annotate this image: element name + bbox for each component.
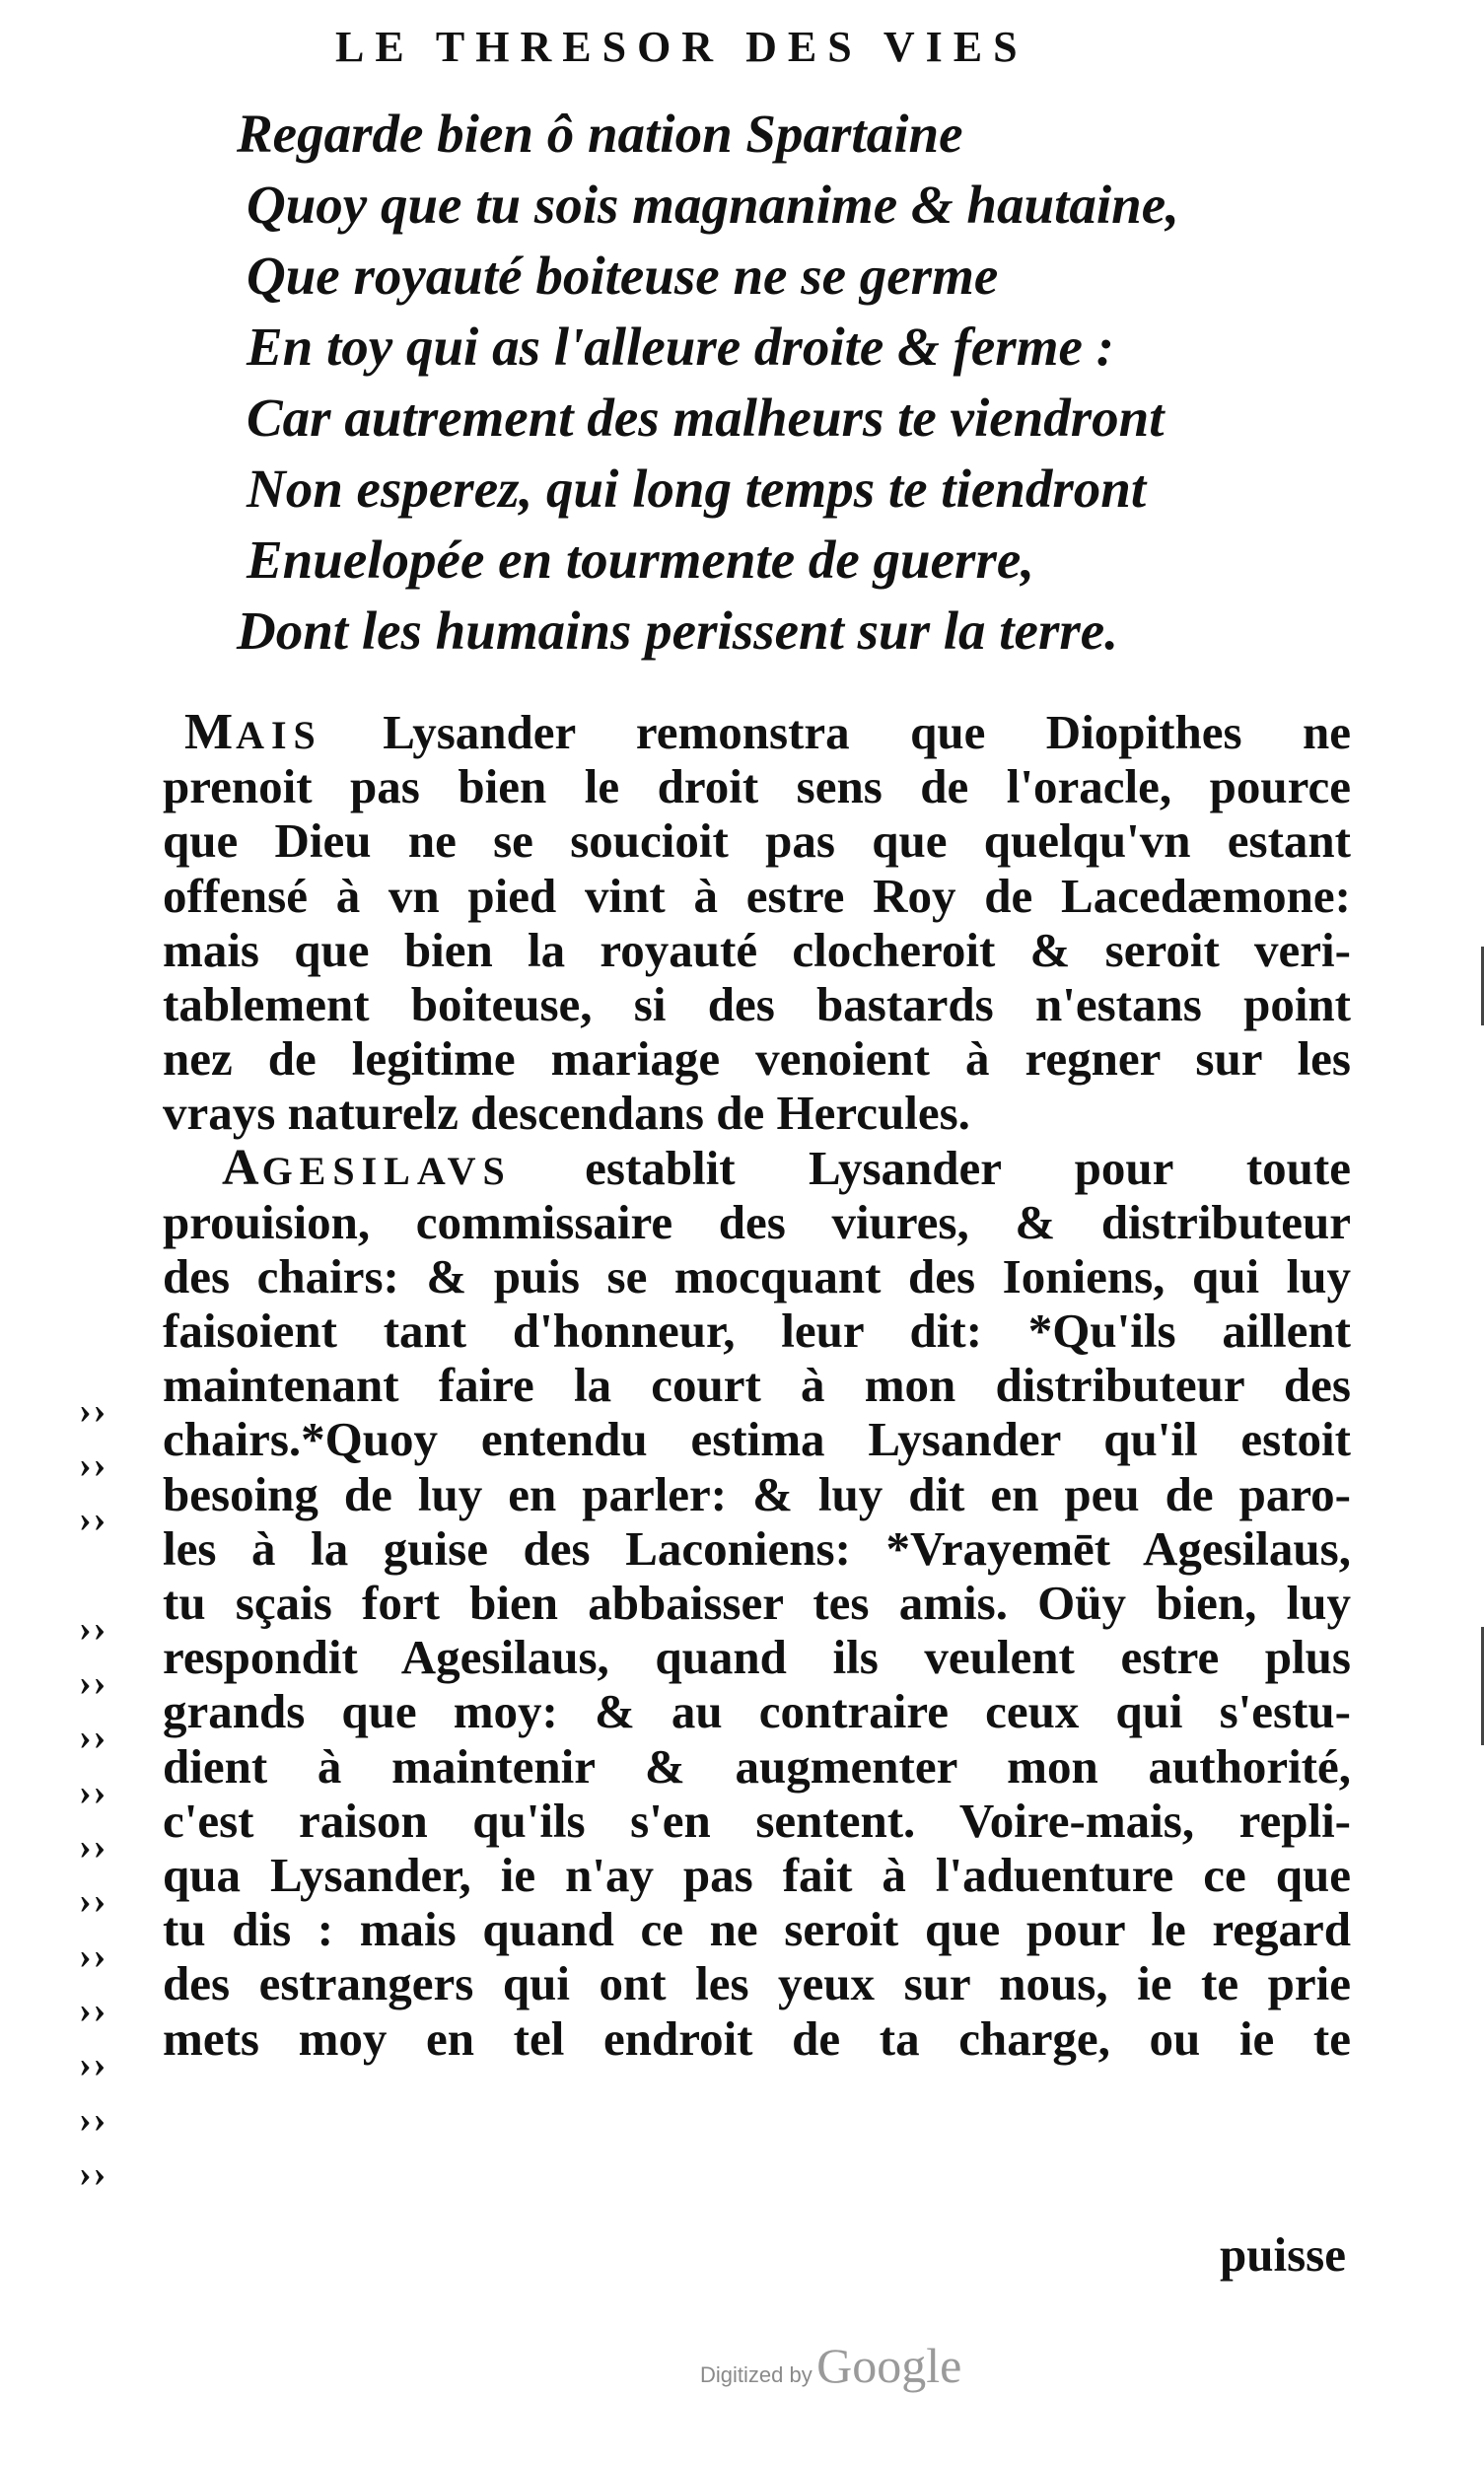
verse-line: Car autrement des malheurs te viendront [247,387,1165,448]
text-line: tu sçais fort bien abbaisser tes amis. Oüy bien, luy [163,1576,1351,1630]
quote-mark: ›› [79,1717,108,1758]
quote-mark: ›› [79,2153,108,2195]
text-line-content: Lysander remonstra que Diopithes ne [321,705,1351,759]
quote-mark: ›› [79,1499,108,1540]
text-line: maintenant faire la court à mon distributeur des [163,1358,1351,1413]
verse-line: Quoy que tu sois magnanime & hautaine, [247,175,1179,235]
paragraph-lysander [163,705,1351,1141]
text-line [163,1141,1351,1195]
text-line: besoing de luy en parler: & luy dit en peu de paro- [163,1466,1351,1521]
quote-mark: ›› [79,1390,108,1432]
running-head: LE THRESOR DES VIES [335,23,1028,71]
text-line: qua Lysander, ie n'ay pas fait à l'aduenture ce que [163,1847,1351,1902]
text-line: tablement boiteuse, si des bastards n'estans point [163,976,1351,1031]
text-line: les à la guise des Laconiens: *Vrayemēt Agesilaus, [163,1520,1351,1576]
text-line: des chairs: & puis se mocquant des Ioniens, qui luy [163,1248,1351,1303]
quote-mark: ›› [79,1444,108,1486]
small-caps-initial: A [222,1139,262,1196]
catchword: puisse [1219,2227,1346,2282]
text-line: prenoit pas bien le droit sens de l'oracle, pource [163,759,1351,814]
oracle-verse [237,99,1380,667]
text-line: mets moy en tel endroit de ta charge, ou ie te [163,2010,1351,2066]
digitized-label: Digitized by [700,2362,813,2387]
quote-mark: ›› [79,2099,108,2141]
quote-mark: ›› [79,2044,108,2085]
text-line: des estrangers qui ont les yeux sur nous, ie te prie [163,1956,1351,2011]
verse-line: Non esperez, qui long temps te tiendront [247,458,1147,519]
verse-line: Regarde bien ô nation Spartaine [237,104,963,164]
small-caps-initial: M [184,704,237,760]
quote-mark: ›› [79,1990,108,2031]
verse-line: Dont les humains perissent sur la terre. [237,600,1118,661]
text-line: chairs.*Quoy entendu estima Lysander qu'il estoit [163,1412,1351,1467]
quote-mark: ›› [79,1662,108,1704]
verse-line: En toy qui as l'alleure droite & ferme : [247,317,1114,377]
text-line-content: establit Lysander pour toute [511,1140,1351,1195]
paragraph-agesilaus [163,1141,1351,2066]
text-line: que Dieu ne se soucioit pas que quelqu'vn estant [163,813,1351,869]
google-brand: Google [816,2338,962,2393]
text-line: nez de legitime mariage venoient à regner sur les [163,1031,1351,1087]
quote-mark: ›› [79,1826,108,1867]
text-line: offensé à vn pied vint à estre Roy de Lacedæmone: [163,868,1351,923]
text-line: dient à maintenir & augmenter mon authorité, [163,1738,1351,1794]
body-text [163,705,1351,2066]
text-line: tu dis : mais quand ce ne seroit que pour le regard [163,1902,1351,1957]
quote-mark: ›› [79,1936,108,1977]
text-line: faisoient tant d'honneur, leur dit: *Qu'ils aillent [163,1303,1351,1359]
text-line: prouision, commissaire des viures, & distributeur [163,1194,1351,1249]
text-line: mais que bien la royauté clocheroit & seroit veri- [163,922,1351,977]
quote-mark: ›› [79,1772,108,1813]
text-line: grands que moy: & au contraire ceux qui s'estu- [163,1684,1351,1739]
small-caps-word: GESILAVS [261,1148,512,1193]
verse-line: Enuelopée en tourmente de guerre, [247,529,1035,590]
small-caps-word: AIS [236,713,322,757]
text-line [163,705,1351,759]
text-line: c'est raison qu'ils s'en sentent. Voire-mais, repli- [163,1793,1351,1848]
text-line: respondit Agesilaus, quand ils veulent estre plus [163,1630,1351,1685]
digitized-watermark [700,2337,961,2394]
verse-line: Que royauté boiteuse ne se germe [247,246,999,306]
text-line: vrays naturelz descendans de Hercules. [163,1086,970,1141]
quote-mark: ›› [79,1608,108,1650]
quote-mark: ›› [79,1880,108,1922]
